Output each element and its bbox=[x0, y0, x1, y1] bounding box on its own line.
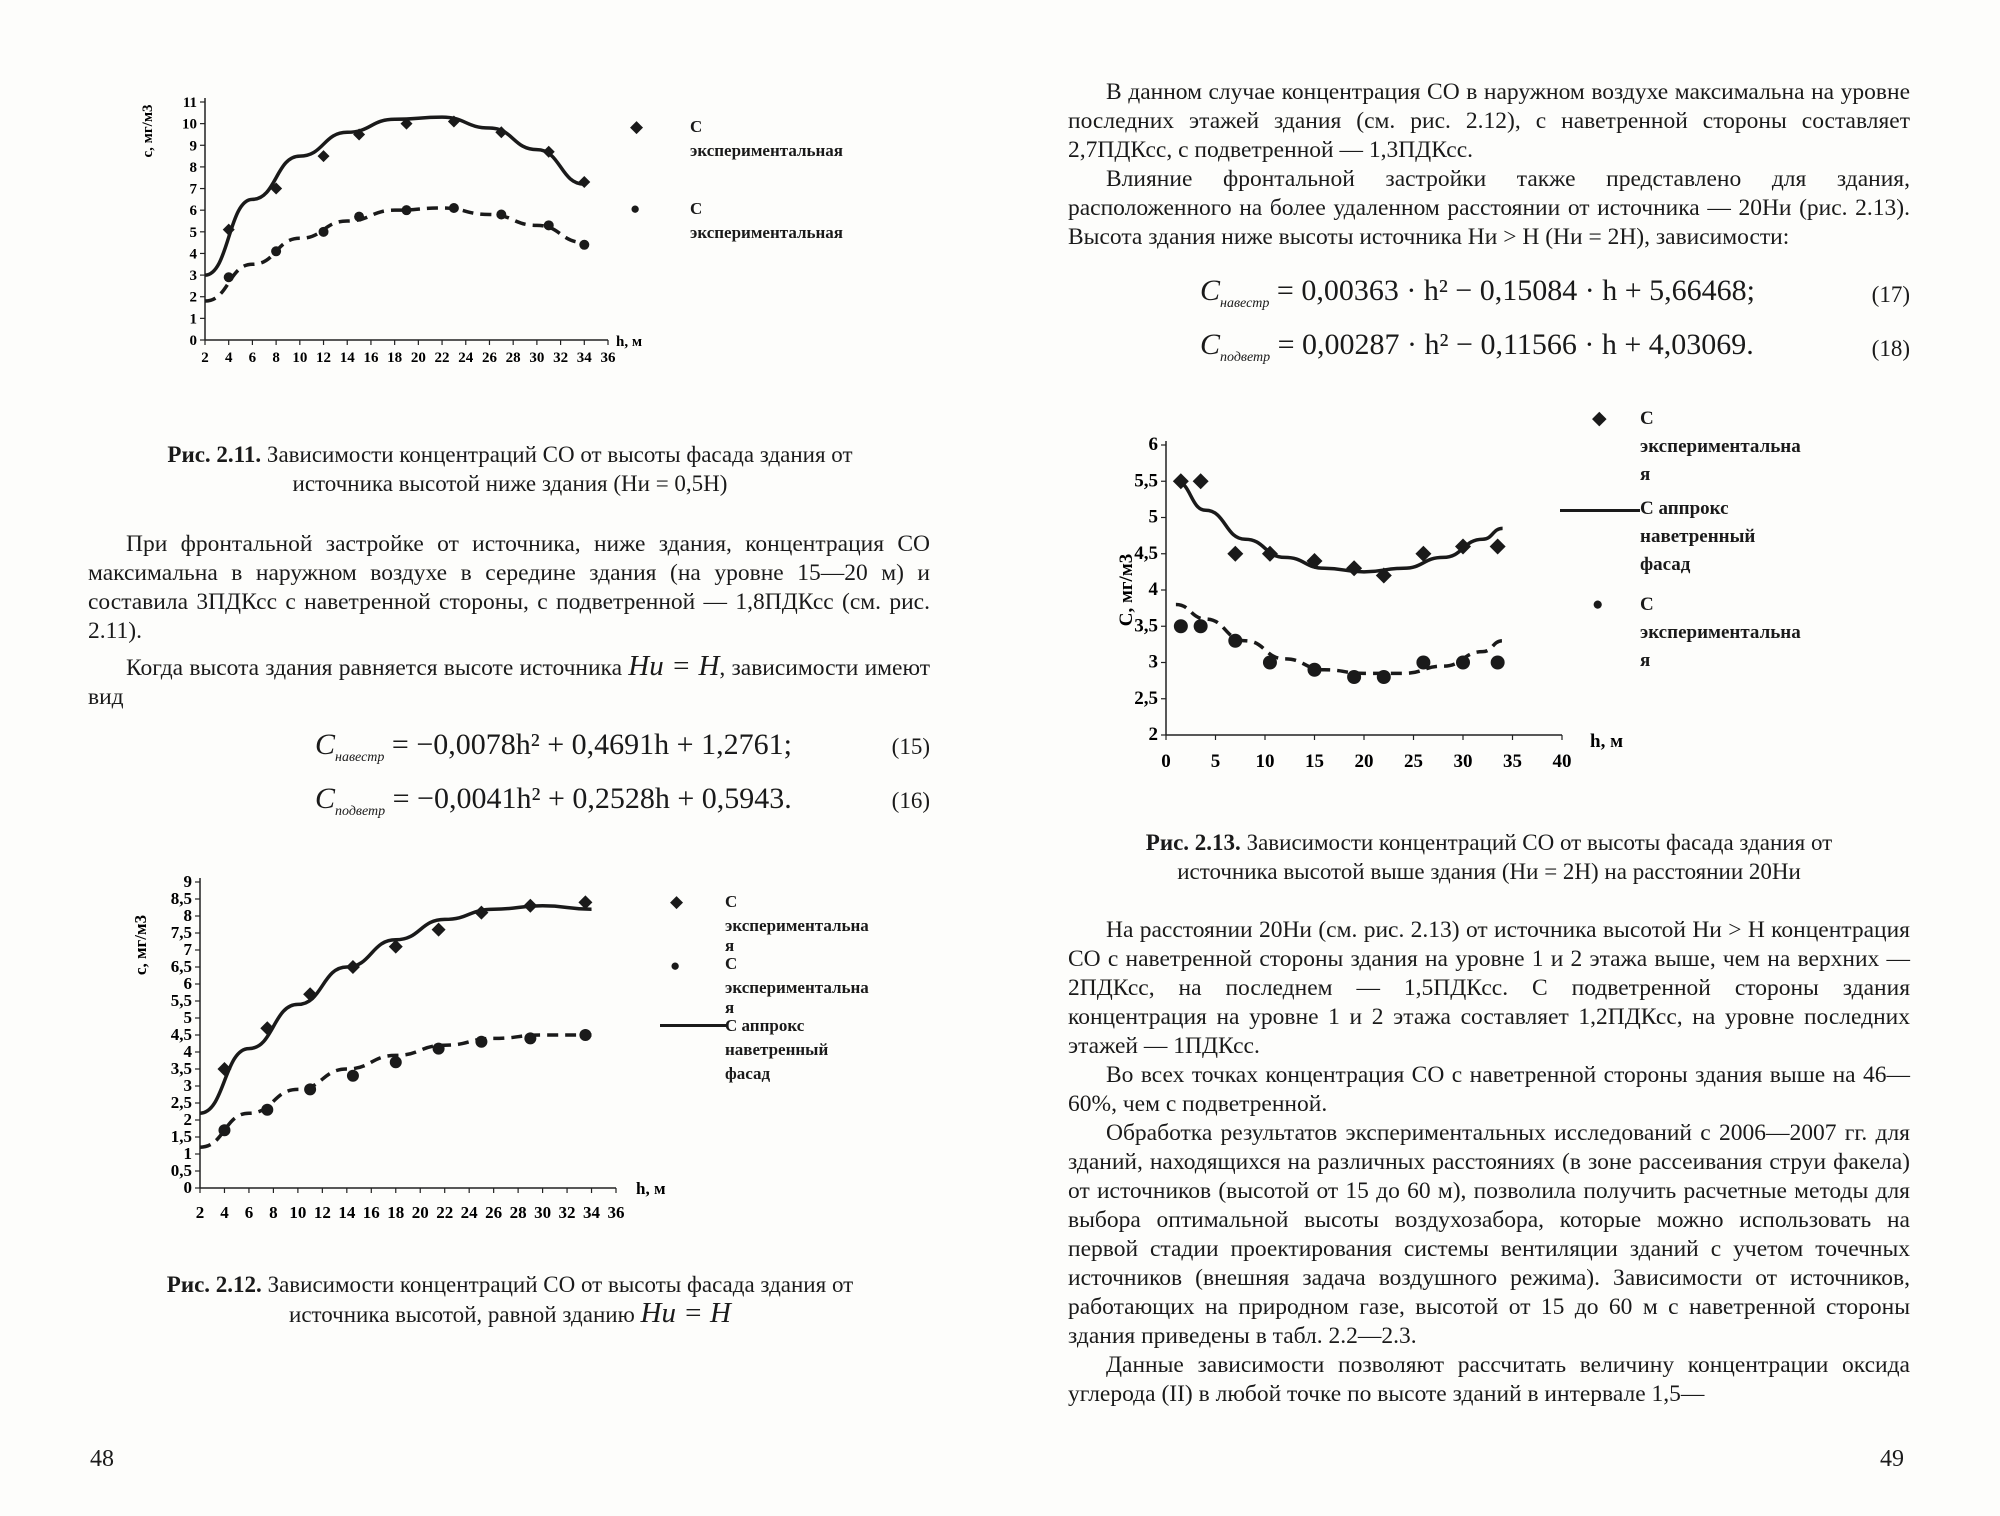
y-tick-label: 0 bbox=[183, 1178, 192, 1197]
x-tick-label: 26 bbox=[485, 1203, 503, 1222]
y-axis-label: c, мг/м3 bbox=[131, 914, 150, 976]
inline-formula: Hи = H bbox=[628, 650, 720, 682]
paragraph-text: На расстоянии 20Hи (см. рис. 2.13) от источника высотой Hи > H концентрация СО с наветренной стороны здания на уровне 1 и 2 этажа выше, чем на верхних — 2ПДКсс, на последнем — 1,5ПДКсс. С подветренной стороны здания концентрация на уровне 1 и 2 этажа составляет 1,2ПДКсс, на уровне последних этажей — 1ПДКсс. bbox=[1068, 917, 1910, 1059]
x-tick-label: 30 bbox=[534, 1203, 552, 1222]
paragraph-text: Когда высота здания равняется высоте источника bbox=[126, 655, 629, 681]
y-axis-label: c, мг/м3 bbox=[140, 104, 156, 158]
diamond-marker bbox=[1346, 560, 1362, 576]
x-tick-label: 40 bbox=[1552, 751, 1572, 772]
x-tick-label: 10 bbox=[289, 1203, 307, 1222]
y-tick-label: 6,5 bbox=[170, 957, 192, 976]
x-axis-label: h, м bbox=[1590, 731, 1624, 752]
y-tick-label: 3,5 bbox=[1134, 615, 1158, 637]
y-tick-label: 1 bbox=[183, 1144, 192, 1163]
page-number: 49 bbox=[1880, 1446, 1904, 1472]
equation-body: = 0,00363 · h² − 0,15084 · h + 5,66468; bbox=[1276, 274, 1755, 307]
x-tick-label: 6 bbox=[244, 1203, 254, 1222]
windward-approx-line bbox=[200, 906, 592, 1113]
x-tick-label: 2 bbox=[201, 350, 209, 366]
figure-2-12-legend bbox=[660, 890, 940, 1110]
y-tick-label: 3,5 bbox=[170, 1059, 192, 1078]
x-tick-label: 30 bbox=[1453, 751, 1473, 772]
y-tick-label: 1 bbox=[189, 311, 197, 328]
equation-15: $C_{навестр} = -0,0078h^2 + 0,4691h + 1,2761$; (15) bbox=[315, 728, 930, 765]
circle-marker bbox=[1491, 656, 1505, 670]
figure-2-11-legend bbox=[630, 115, 930, 255]
caption-text: источника высотой, равной зданию bbox=[289, 1302, 635, 1327]
legend-label: наветренный bbox=[1640, 526, 1756, 547]
x-tick-label: 28 bbox=[505, 350, 521, 366]
x-tick-label: 16 bbox=[362, 1203, 380, 1222]
legend-label: экспериментальна bbox=[725, 916, 869, 935]
figure-2-11-svg bbox=[130, 90, 643, 380]
y-tick-label: 4 bbox=[183, 1042, 192, 1061]
y-tick-label: 9 bbox=[189, 138, 197, 155]
paragraph bbox=[88, 530, 930, 712]
y-tick-label: 7 bbox=[189, 181, 197, 198]
x-tick-label: 2 bbox=[195, 1203, 205, 1222]
legend-label: С bbox=[1640, 594, 1654, 615]
y-tick-label: 0 bbox=[189, 333, 197, 349]
diamond-marker bbox=[1193, 473, 1209, 489]
x-tick-label: 6 bbox=[248, 350, 257, 366]
equation-body: = 0,00287 · h² − 0,11566 · h + 4,03069. bbox=[1277, 328, 1754, 361]
legend-label: экспериментальная bbox=[690, 223, 843, 242]
x-tick-label: 4 bbox=[224, 350, 233, 366]
x-tick-label: 22 bbox=[434, 350, 450, 366]
x-tick-label: 30 bbox=[529, 350, 545, 366]
legend-label: фасад bbox=[725, 1064, 771, 1083]
figure-2-11-caption bbox=[90, 440, 930, 498]
caption-label: Рис. 2.12. bbox=[166, 1272, 262, 1297]
y-tick-label: 9 bbox=[183, 872, 192, 891]
x-tick-label: 20 bbox=[410, 350, 426, 366]
y-tick-label: 7,5 bbox=[170, 923, 192, 942]
x-tick-label: 28 bbox=[509, 1203, 527, 1222]
paragraph bbox=[1068, 78, 1910, 252]
x-tick-label: 5 bbox=[1210, 751, 1221, 772]
windward-approx-line bbox=[1176, 481, 1503, 572]
x-tick-label: 22 bbox=[436, 1203, 454, 1222]
equation-16: $C_{подветр} = -0,0041h^2 + 0,2528h + 0,5943$. (16) bbox=[315, 782, 930, 819]
equation-body: = −0,0078h² + 0,4691h + 1,2761; bbox=[391, 728, 792, 761]
y-tick-label: 5 bbox=[189, 224, 197, 241]
equation-17: $C_{навестр} = 0,00363 \cdot h^2 - 0,15084 \cdot h + 5,66468$; (17) bbox=[1200, 274, 1910, 311]
legend-label: я bbox=[1640, 650, 1651, 671]
figure-2-13-legend bbox=[1560, 405, 1920, 685]
x-tick-label: 4 bbox=[220, 1203, 229, 1222]
x-tick-label: 12 bbox=[313, 1203, 331, 1222]
y-axis-label: C, мг/м3 bbox=[1116, 553, 1137, 627]
paragraph-text: В данном случае концентрация СО в наружном воздухе максимальна на уровне последних этажей здания (см. рис. 2.12), с наветренной стороны составляет 2,7ПДКсс, с подветренной — 1,3ПДКсс. bbox=[1068, 79, 1910, 163]
paragraph-text: Во всех точках концентрация СО с наветренной стороны здания выше на 46—60%, чем с подветренной. bbox=[1068, 1062, 1910, 1117]
caption-label: Рис. 2.11. bbox=[167, 442, 262, 467]
y-tick-label: 3 bbox=[183, 1076, 192, 1095]
legend-label: я bbox=[1640, 464, 1651, 485]
x-tick-label: 20 bbox=[1354, 751, 1374, 772]
x-tick-label: 14 bbox=[338, 1203, 356, 1222]
page-number: 48 bbox=[90, 1446, 114, 1472]
y-tick-label: 3 bbox=[189, 268, 197, 285]
legend-label: экспериментальная bbox=[690, 141, 843, 160]
y-tick-label: 8,5 bbox=[170, 889, 192, 908]
y-tick-label: 4,5 bbox=[170, 1025, 192, 1044]
y-tick-label: 7 bbox=[183, 940, 192, 959]
legend-label: экспериментальна bbox=[1640, 436, 1801, 457]
legend-label: наветренный bbox=[725, 1040, 829, 1059]
y-tick-label: 2,5 bbox=[1134, 687, 1158, 709]
x-tick-label: 20 bbox=[411, 1203, 429, 1222]
x-tick-label: 12 bbox=[316, 350, 332, 366]
inline-formula: Hи = H bbox=[640, 1297, 731, 1329]
x-tick-label: 14 bbox=[339, 350, 355, 366]
caption-text: источника высотой выше здания (Hи = 2H) на расстоянии 20Hи bbox=[1177, 859, 1801, 884]
y-tick-label: 4 bbox=[189, 246, 197, 263]
legend-label: С аппрокс bbox=[1640, 498, 1729, 519]
x-tick-label: 15 bbox=[1305, 751, 1324, 772]
caption-text: Зависимости концентраций СО от высоты фасада здания от bbox=[261, 1272, 854, 1297]
y-tick-label: 5 bbox=[183, 1008, 192, 1027]
legend-line-icon bbox=[660, 1024, 728, 1027]
y-tick-label: 4 bbox=[1148, 579, 1158, 600]
x-tick-label: 8 bbox=[272, 350, 280, 366]
figure-2-13-caption bbox=[1068, 828, 1910, 886]
y-tick-label: 4,5 bbox=[1134, 542, 1158, 564]
x-tick-label: 25 bbox=[1404, 751, 1423, 772]
paragraph-text: Данные зависимости позволяют рассчитать величину концентрации оксида углерода (II) в любой точке по высоте зданий в интервале 1,5— bbox=[1068, 1352, 1910, 1407]
diamond-marker bbox=[1490, 539, 1506, 555]
x-tick-label: 16 bbox=[363, 350, 379, 366]
leeward-approx-line bbox=[205, 208, 584, 301]
legend-diamond-icon: ◆ bbox=[670, 892, 684, 911]
paragraph-text: Обработка результатов экспериментальных исследований с 2006—2007 гг. для зданий, находящихся на различных расстояниях (в зоне рассеивания струи факела) от источников (высотой от 15 до 60 м), позволила получить расчетные методы для выбора оптимальной высоты воздухозабора, которые можно использовать на первой стадии проектирования системы вентиляции зданий с учетом точечных источников (внешняя задача воздушного режима). Зависимости от источников, работающих на природном газе, высотой от 15 до 60 м с наветренной стороны здания приведены в табл. 2.2—2.3. bbox=[1068, 1120, 1910, 1349]
x-tick-label: 0 bbox=[1161, 751, 1171, 772]
legend-label: экспериментальна bbox=[725, 978, 869, 997]
x-tick-label: 36 bbox=[607, 1203, 625, 1222]
circle-marker bbox=[1194, 619, 1208, 633]
x-tick-label: 24 bbox=[460, 1203, 478, 1222]
x-tick-label: 18 bbox=[387, 350, 403, 366]
x-tick-label: 8 bbox=[269, 1203, 278, 1222]
windward-approx-line bbox=[205, 117, 584, 275]
paragraph-text: Влияние фронтальной застройки также представлено для здания, расположенного на более удаленном расстоянии от источника — 20Hи (рис. 2.13). Высота здания ниже высоты источника Hи > H (Hи = 2H), зависимости: bbox=[1068, 166, 1910, 250]
paragraph-text: При фронтальной застройке от источника, ниже здания, концентрация СО максимальна в наружном воздухе в середине здания (на уровне 15—20 м) и составила 3ПДКсс с наветренной стороны, с подветренной — 1,8ПДКсс (см. рис. 2.11). bbox=[88, 531, 930, 644]
x-axis-label: h, м bbox=[636, 1179, 666, 1198]
y-tick-label: 6 bbox=[183, 974, 192, 993]
leeward-approx-line bbox=[200, 1035, 592, 1147]
paragraph-text: , зависимости имеют вид bbox=[88, 655, 930, 710]
legend-label: С аппрокс bbox=[725, 1016, 805, 1035]
x-tick-label: 18 bbox=[387, 1203, 405, 1222]
legend-label: С bbox=[690, 199, 703, 218]
x-tick-label: 34 bbox=[576, 350, 592, 366]
x-tick-label: 10 bbox=[292, 350, 308, 366]
y-tick-label: 8 bbox=[183, 906, 192, 925]
equation-number: (15) bbox=[891, 734, 930, 759]
y-tick-label: 11 bbox=[182, 95, 197, 111]
legend-label: фасад bbox=[1640, 554, 1691, 575]
y-tick-label: 5,5 bbox=[1134, 470, 1158, 492]
legend-label: С bbox=[690, 117, 703, 136]
figure-2-12-chart bbox=[130, 870, 666, 1230]
legend-diamond-icon: ◆ bbox=[630, 117, 644, 136]
equation-number: (16) bbox=[891, 788, 930, 813]
equation-18: $C_{подветр} = 0,00287 \cdot h^2 - 0,11566 \cdot h + 4,03069$. (18) bbox=[1200, 328, 1910, 365]
circle-marker bbox=[347, 1070, 359, 1082]
equation-number: (17) bbox=[1871, 282, 1910, 307]
x-tick-label: 32 bbox=[553, 350, 569, 366]
y-tick-label: 6 bbox=[1148, 434, 1158, 455]
x-tick-label: 24 bbox=[458, 350, 474, 366]
figure-2-11-chart bbox=[130, 90, 643, 380]
diamond-marker bbox=[1227, 546, 1243, 562]
y-tick-label: 8 bbox=[189, 159, 197, 176]
x-tick-label: 36 bbox=[600, 350, 616, 366]
paragraph bbox=[1068, 916, 1910, 1409]
circle-marker bbox=[390, 1056, 402, 1068]
y-tick-label: 2 bbox=[183, 1110, 192, 1129]
y-tick-label: 1,5 bbox=[170, 1127, 192, 1146]
x-axis-label: h, м bbox=[616, 334, 643, 350]
circle-marker bbox=[1174, 619, 1188, 633]
equation-number: (18) bbox=[1871, 336, 1910, 361]
legend-label: экспериментальна bbox=[1640, 622, 1801, 643]
figure-2-12-caption bbox=[90, 1270, 930, 1329]
legend-label: я bbox=[725, 998, 735, 1017]
legend-label: С bbox=[725, 892, 738, 911]
legend-label: С bbox=[725, 954, 738, 973]
caption-text: Зависимости концентраций СО от высоты фасада здания от bbox=[1240, 830, 1833, 855]
y-tick-label: 6 bbox=[189, 203, 197, 220]
diamond-marker bbox=[318, 150, 330, 162]
legend-diamond-icon: ◆ bbox=[1592, 408, 1607, 429]
caption-label: Рис. 2.13. bbox=[1145, 830, 1241, 855]
y-tick-label: 0,5 bbox=[170, 1161, 192, 1180]
y-tick-label: 2 bbox=[1148, 724, 1158, 745]
right-page bbox=[1000, 0, 2000, 1516]
y-tick-label: 5,5 bbox=[170, 991, 192, 1010]
x-tick-label: 26 bbox=[481, 350, 497, 366]
legend-circle-icon: ● bbox=[1592, 594, 1604, 615]
legend-circle-icon: ● bbox=[670, 956, 681, 975]
legend-circle-icon: ● bbox=[630, 199, 641, 218]
y-tick-label: 10 bbox=[182, 116, 197, 133]
y-tick-label: 2,5 bbox=[170, 1093, 192, 1112]
x-tick-label: 10 bbox=[1255, 751, 1275, 772]
y-tick-label: 3 bbox=[1148, 651, 1158, 673]
caption-text: Зависимости концентраций СО от высоты фасада здания от bbox=[261, 442, 853, 467]
x-tick-label: 34 bbox=[583, 1203, 601, 1222]
equation-body: = −0,0041h² + 0,2528h + 0,5943. bbox=[392, 782, 792, 815]
x-tick-label: 35 bbox=[1503, 751, 1522, 772]
y-tick-label: 2 bbox=[189, 289, 197, 306]
leeward-approx-line bbox=[1176, 605, 1503, 674]
legend-label: С bbox=[1640, 408, 1654, 429]
y-tick-label: 5 bbox=[1148, 506, 1158, 528]
legend-line-icon bbox=[1560, 509, 1640, 512]
figure-2-12-svg bbox=[130, 870, 666, 1230]
legend-label: я bbox=[725, 936, 735, 955]
diamond-marker bbox=[432, 923, 446, 937]
caption-text: источника высотой ниже здания (Hи = 0,5H) bbox=[292, 471, 728, 496]
x-tick-label: 32 bbox=[558, 1203, 576, 1222]
